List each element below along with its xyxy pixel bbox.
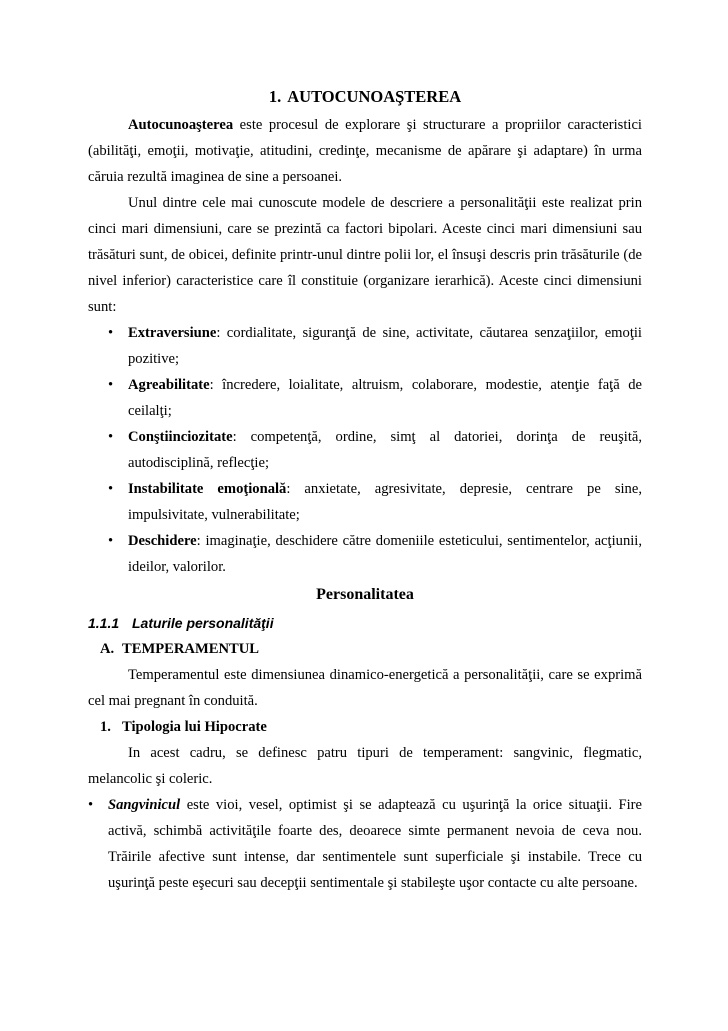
subsection-number: 1.1.1: [88, 615, 120, 631]
dimension-desc: : anxietate, agresivitate, depresie, centrare pe sine, impulsivitate, vulnerabilitate;: [128, 481, 642, 523]
list-item: [108, 320, 642, 372]
heading-letter: A.: [100, 641, 115, 657]
type-name: Sangvinicul: [108, 797, 181, 813]
list-item: [108, 528, 642, 580]
heading-text: TEMPERAMENTUL: [122, 641, 260, 657]
intro-term: Autocunoaşterea: [128, 117, 234, 133]
dimension-desc: : competenţă, ordine, simţ al datoriei, dorinţa de reuşită, autodisciplină, reflecţie;: [128, 429, 642, 471]
bullet-icon: •: [108, 377, 114, 393]
heading-temperament: [88, 636, 642, 662]
heading-number: 1.: [100, 719, 111, 735]
bullet-icon: •: [108, 533, 114, 549]
dimension-name: Deschidere: [128, 533, 197, 549]
subsection-text: Laturile personalităţii: [132, 615, 274, 631]
title-number: 1.: [268, 87, 282, 106]
list-item: [108, 372, 642, 424]
subsection-heading: [88, 610, 642, 636]
dimension-desc: : încredere, loialitate, altruism, colaborare, modestie, atenţie faţă de ceilalţi;: [128, 377, 642, 419]
bullet-icon: •: [108, 325, 114, 341]
heading-hipocrate: [88, 714, 642, 740]
bullet-icon: •: [108, 429, 114, 445]
bullet-icon: •: [88, 797, 94, 813]
dimension-desc: : cordialitate, siguranţă de sine, activitate, căutarea senzaţiilor, emoţii pozitive;: [128, 325, 642, 367]
dimensions-list: [88, 320, 642, 580]
list-item: [88, 792, 642, 896]
page-title: [88, 84, 642, 110]
bullet-icon: •: [108, 481, 114, 497]
title-text: AUTOCUNOAŞTEREA: [287, 87, 462, 106]
dimension-desc: : imaginaţie, deschidere către domeniile esteticului, sentimentelor, acţiunii, ideilor, valorilor.: [128, 533, 642, 575]
dimension-name: Extraversiune: [128, 325, 217, 341]
dimension-name: Conştiinciozitate: [128, 429, 233, 445]
intro-definition: este procesul de explorare şi structurare a propriilor caracteristici (abilităţi, emoţii, motivaţie, atitudini, credinţe, mecanisme de apărare şi adaptare) în urma căruia rezultă imaginea de sine a persoanei.: [88, 117, 642, 185]
temperament-paragraph: Temperamentul este dimensiunea dinamico-energetică a personalităţii, care se exprimă cel mai pregnant în conduită.: [88, 667, 642, 709]
dimension-name: Instabilitate emoţională: [128, 481, 287, 497]
heading-text: Tipologia lui Hipocrate: [122, 719, 267, 735]
dimension-name: Agreabilitate: [128, 377, 210, 393]
hipocrate-paragraph: In acest cadru, se definesc patru tipuri de temperament: sangvinic, flegmatic, melancolic şi coleric.: [88, 745, 642, 787]
model-paragraph: Unul dintre cele mai cunoscute modele de descriere a personalităţii este realizat prin cinci mari dimensiuni, care se prezintă ca factori bipolari. Aceste cinci mari dimensiuni sau trăsături sunt, de obicei, definite printr-unul dintre polii lor, el însuşi descris prin trăsăturile (de nivel inferior) caracteristice care îl constituie (organizare ierarhică). Aceste cinci dimensiuni sunt:: [88, 195, 642, 315]
list-item: [108, 476, 642, 528]
section-title: Personalitatea: [316, 586, 414, 603]
intro-paragraph: [88, 112, 642, 190]
list-item: [108, 424, 642, 476]
type-desc: este vioi, vesel, optimist şi se adaptează cu uşurinţă la orice situaţii. Fire activă, schimbă activităţile foarte des, deoarece simte permanent nevoia de ceva nou. Trăirile afective sunt intense, dar sentimentele sunt superficiale şi instabile. Trece cu uşurinţă peste eşecuri sau decepţii sentimentale şi stabileşte uşor contacte cu alte persoane.: [108, 797, 642, 891]
temperament-types-list: [88, 792, 642, 896]
